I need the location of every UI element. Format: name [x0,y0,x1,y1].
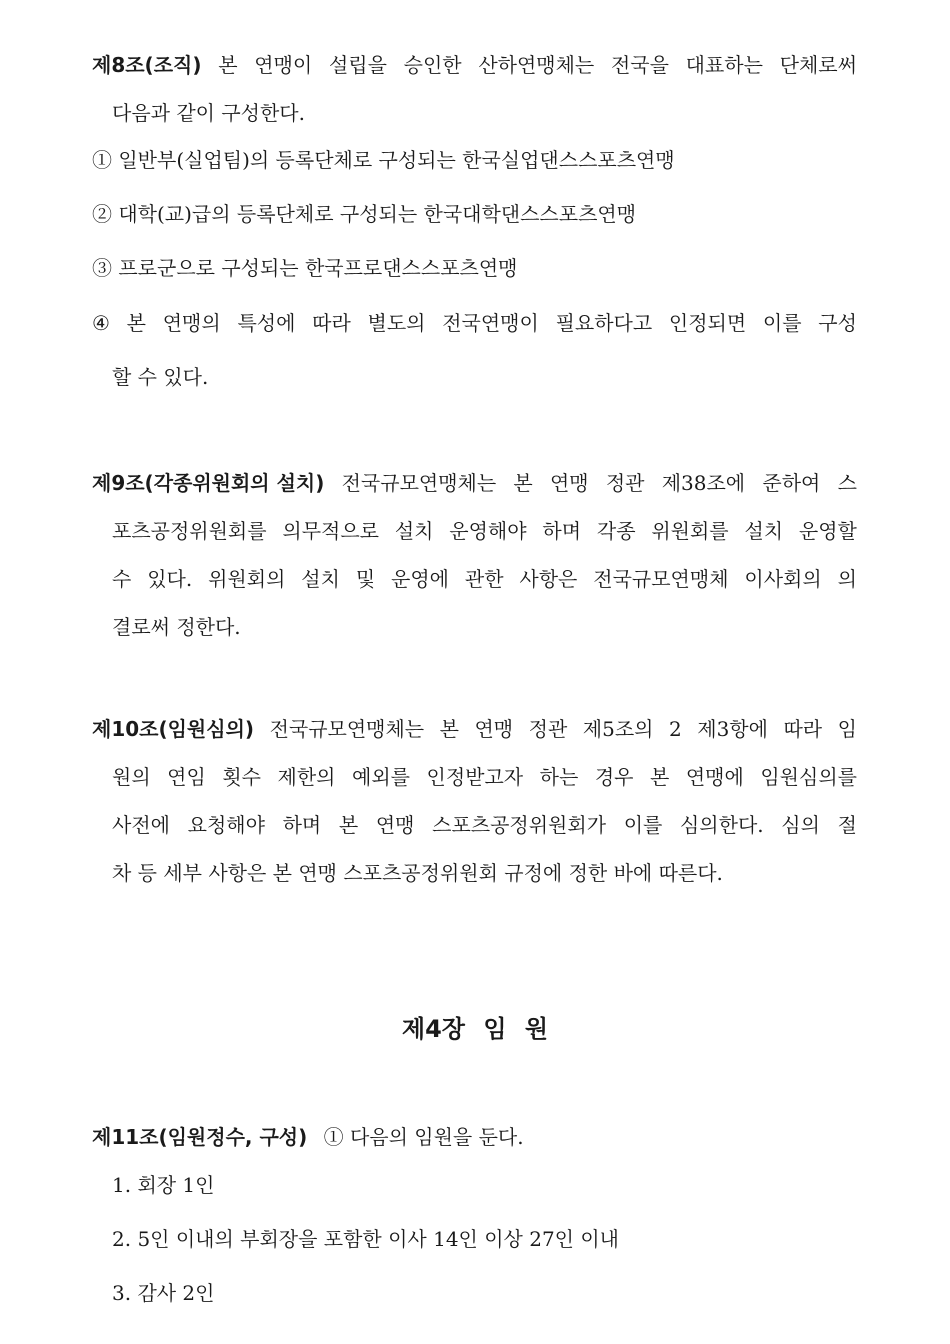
word: 본 [126,311,146,335]
article-9-line-2 [112,516,857,546]
word: 심의한다. [679,813,764,837]
article-10-line-2 [112,762,857,792]
article-9-line-1 [92,468,857,498]
word: 운영에 [391,567,449,591]
word: 전국규모연맹체는 [269,717,425,741]
article-11-item-1: 1. 회장 1인 [112,1173,215,1197]
word: 연맹 [549,471,589,495]
word: 임원심의를 [760,765,857,789]
word: 제38조에 [661,471,746,495]
word: 산하연맹체는 [478,53,595,77]
word: 위원회의 [208,567,286,591]
article-heading: 제8조(조직) [92,53,202,77]
word: 대표하는 [685,53,763,77]
word: 각종 [596,519,636,543]
word: 이를 [762,311,802,335]
word: 스 [837,471,857,495]
word: 설립을 [328,53,387,77]
word: 사항은 [519,567,578,591]
word: 따라 [783,717,823,741]
word: 관한 [464,567,504,591]
word: 연맹이 [254,53,313,77]
word: 제한의 [277,765,336,789]
word: 하며 [542,519,582,543]
article-10-line-1 [92,714,857,744]
word: 의무적으로 [282,519,379,543]
word: 구성 [818,311,857,335]
word: 수 [112,567,132,591]
word: 연맹 [375,813,415,837]
word: 설치 [394,519,434,543]
word: 별도의 [367,311,426,335]
article-11-text: ① 다음의 임원을 둔다. [323,1125,524,1149]
word: 연임 [167,765,206,789]
word: 전국규모연맹체 [593,567,729,591]
word: 본 [650,765,670,789]
word: 설치 [301,567,340,591]
word: 2 [669,717,682,741]
article-8-item-2: ② 대학(교)급의 등록단체로 구성되는 한국대학댄스스포츠연맹 [92,202,637,226]
word: 인정받고자 [426,765,524,789]
word: 스포츠공정위원회가 [432,813,607,837]
word: 정관 [528,717,568,741]
word: 정관 [605,471,645,495]
word: 연맹에 [685,765,744,789]
article-10-line-4: 차 등 세부 사항은 본 연맹 스포츠공정위원회 규정에 정한 바에 따른다. [112,861,723,885]
word: 절 [837,813,857,837]
word: 예외를 [352,765,410,789]
word: 임 [837,717,857,741]
word: 이를 [623,813,663,837]
word: 단체로써 [779,53,857,77]
word: 운영해야 [449,519,527,543]
word: 인정되면 [668,311,747,335]
article-9-line-3 [112,564,857,594]
article-10-line-3 [112,810,857,840]
word: 사전에 [112,813,170,837]
word: 경우 [594,765,634,789]
article-8-item-4-line-1 [92,308,857,338]
word: 본 [513,471,533,495]
article-11-item-3: 3. 감사 2인 [112,1281,215,1305]
word: ④ [92,311,110,335]
word: 연맹의 [162,311,221,335]
word: 특성에 [237,311,296,335]
word: 하는 [539,765,579,789]
word: 필요하다고 [555,311,653,335]
word: 전국을 [610,53,669,77]
word: 요청해야 [187,813,265,837]
word: 심의 [781,813,820,837]
word: 있다. [147,567,193,591]
word: 포츠공정위원회를 [112,519,267,543]
word: 준하여 [762,471,821,495]
word: 및 [355,567,376,591]
article-11-item-2: 2. 5인 이내의 부회장을 포함한 이사 14인 이상 27인 이내 [112,1227,620,1251]
word: 전국규모연맹체는 [341,471,497,495]
word: 하며 [282,813,322,837]
article-9-line-4: 결로써 정한다. [112,615,241,639]
word: 본 [218,53,238,77]
article-8-line-1 [92,50,857,80]
word: 횟수 [222,765,261,789]
article-heading: 제9조(각종위원회의 설치) [92,471,325,495]
article-8-item-4-line-2: 할 수 있다. [112,365,209,389]
word: 원의 [112,765,151,789]
article-11-line-1 [92,1122,524,1152]
word: 승인한 [403,53,462,77]
article-8-item-3: ③ 프로군으로 구성되는 한국프로댄스스포츠연맹 [92,256,518,280]
word: 본 [338,813,359,837]
word: 제3항에 [697,717,768,741]
word: 의 [837,567,857,591]
article-heading: 제10조(임원심의) [92,717,255,741]
article-11-heading: 제11조(임원정수, 구성) [92,1125,308,1149]
word: 위원회를 [651,519,729,543]
word: 제5조의 [582,717,654,741]
word: 따라 [312,311,351,335]
word: 이사회의 [744,567,822,591]
chapter-4-title: 제4장 임 원 [401,1015,549,1043]
word: 설치 [744,519,784,543]
word: 본 [439,717,459,741]
word: 연맹 [474,717,514,741]
article-8-line-2: 다음과 같이 구성한다. [112,101,305,125]
article-8-item-1: ① 일반부(실업팀)의 등록단체로 구성되는 한국실업댄스스포츠연맹 [92,148,675,172]
word: 전국연맹이 [442,311,539,335]
word: 운영할 [798,519,857,543]
